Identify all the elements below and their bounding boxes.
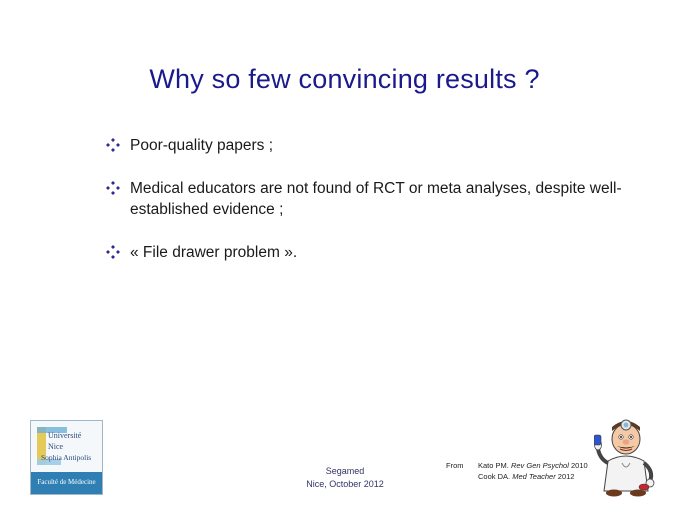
diamond-bullet-icon (106, 181, 120, 195)
logo-faculty: Faculté de Médecine (37, 478, 96, 486)
reference-year: 2010 (571, 461, 588, 470)
diamond-bullet-icon (106, 245, 120, 259)
bullet-text: « File drawer problem ». (130, 244, 298, 261)
bullet-text: Poor-quality papers ; (130, 137, 274, 154)
bullet-item (106, 178, 626, 220)
footer-event-name: Segamed (325, 466, 365, 476)
reference-author: Cook DA. (478, 472, 511, 481)
bullet-item (106, 135, 626, 156)
doctor-cartoon-icon (594, 413, 658, 497)
logo-upper (31, 421, 102, 472)
logo-line-3: Sophia Antipolis (41, 453, 92, 462)
logo-line-2: Nice (48, 442, 64, 451)
reference-journal: Rev Gen Psychol (510, 461, 569, 470)
diamond-bullet-icon (106, 138, 120, 152)
reference-year: 2012 (557, 472, 575, 481)
bullet-text: Medical educators are not found of RCT or meta analyses, despite well-established evidence ; (130, 180, 622, 218)
bullet-item (106, 242, 626, 263)
reference-author: Kato PM. (478, 461, 509, 470)
university-logo (30, 420, 103, 495)
footer-place-date: Nice, October 2012 (306, 479, 384, 489)
reference-lines (478, 460, 588, 482)
bullet-list (106, 135, 626, 263)
slide-title: Why so few convincing results ? (149, 64, 540, 94)
logo-line-1: Université (48, 431, 82, 440)
footer-event (290, 465, 400, 491)
reference-item (478, 460, 588, 471)
reference-item (478, 471, 588, 482)
references-from-label: From (446, 461, 464, 470)
reference-journal: Med Teacher (512, 472, 556, 481)
logo-mark-icon (31, 421, 102, 472)
